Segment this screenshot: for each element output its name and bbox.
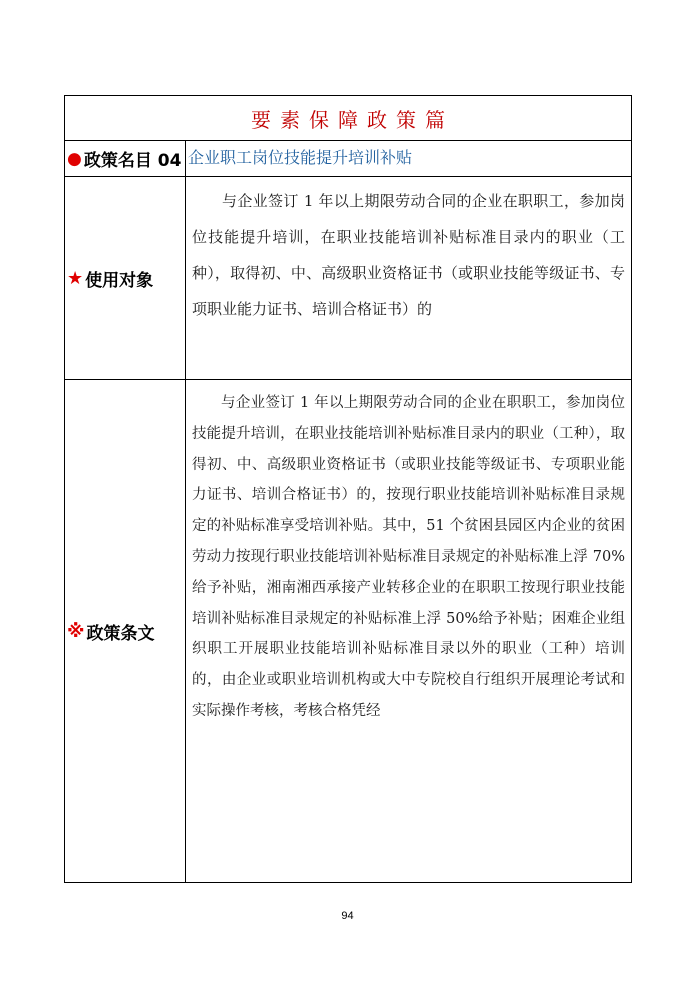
section-title: 要素保障政策篇 [251, 107, 454, 132]
policy-name-label-cell [65, 141, 186, 176]
clause-label: 政策条文 [86, 623, 155, 644]
target-text: 与企业签订 1 年以上期限劳动合同的企业在职职工，参加岗位技能提升培训，在职业技能培训补贴标准目录内的职业（工种），取得初、中、高级职业资格证书（或职业技能等级证书、专项职业能力证书、培训合格证书）的 [192, 192, 625, 318]
target-label: 使用对象 [85, 270, 154, 291]
target-label-cell [65, 177, 186, 379]
clause-label-cell [65, 380, 186, 882]
clause-row [65, 379, 631, 882]
clause-text: 与企业签订 1 年以上期限劳动合同的企业在职职工，参加岗位技能提升培训，在职业技能培训补贴标准目录内的职业（工种），取得初、中、高级职业资格证书（或职业技能等级证书、专项职业能力证书、培训合格证书）的，按现行职业技能培训补贴标准目录规定的补贴标准享受培训补贴。其中，51 个贫困县园区内企业的贫困劳动力按现行职业技能培训补贴标准目录规定的补贴标准上浮 70%给予补贴，湘南湘西承接产业转移企业的在职职工按现行职业技能培训补贴标准目录规定的补贴标准上浮 50%给予补贴；困难企业组织职工开展职业技能培训补贴标准目录以外的职业（工种）培训的，由企业或职业培训机构或大中专院校自行组织开展理论考试和实际操作考核，考核合格凭经 [192, 395, 625, 719]
page-number: 94 [341, 910, 354, 922]
reference-mark-icon: ※ [67, 620, 85, 642]
red-star-icon: ★ [67, 267, 84, 289]
policy-name-label: 政策名目 04 [83, 151, 182, 171]
target-row [65, 176, 631, 379]
policy-name-value: 企业职工岗位技能提升培训补贴 [188, 148, 413, 168]
title-row [65, 96, 631, 140]
policy-name-row [65, 140, 631, 176]
red-circle-icon: ● [67, 148, 82, 169]
policy-table [64, 95, 632, 883]
